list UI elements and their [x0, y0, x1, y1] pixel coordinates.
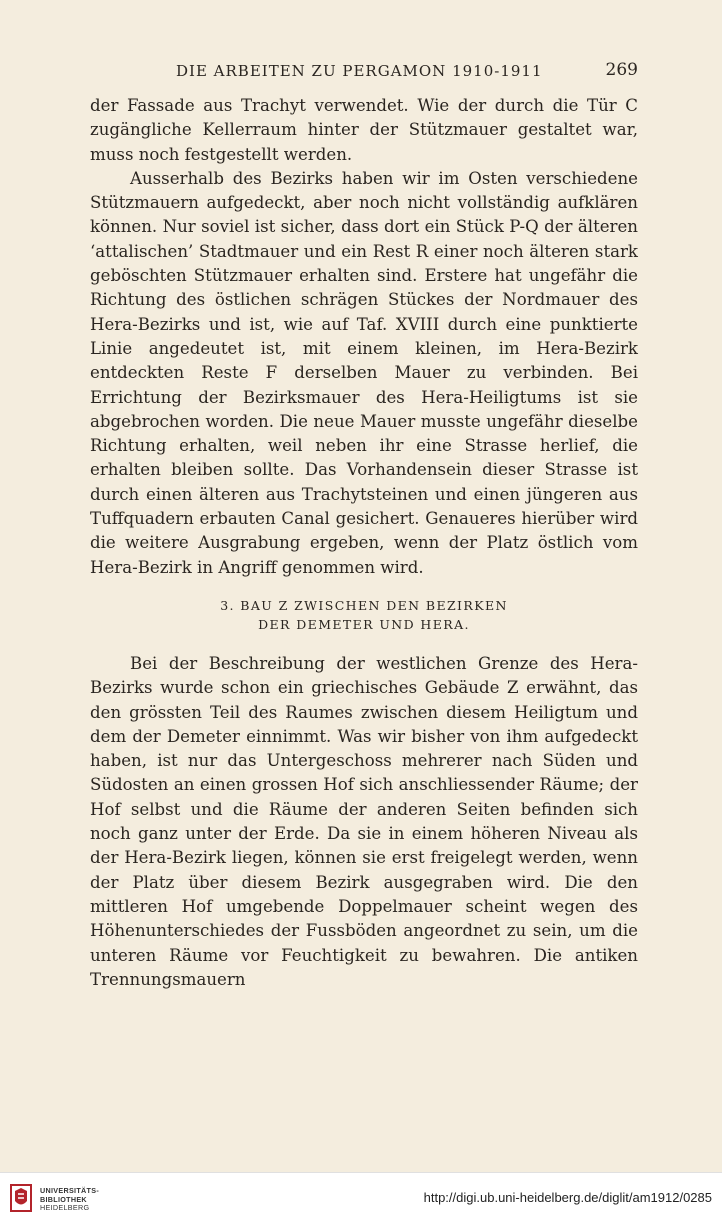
paragraph-stuetzmauern: Ausserhalb des Bezirks haben wir im Osten verschiedene Stützmauern aufgedeckt, aber noch nicht vollständig aufklären können. Nur soviel ist sicher, dass dort ein Stück P-Q der älteren ‘attalischen’ Stadtmauer und ein Rest R einer noch älteren stark geböschten Stützmauer erhalten sind. Erstere hat ungefähr die Richtung des östlichen schrägen Stückes der Nordmauer des Hera-Bezirks und ist, wie auf Taf. XVIII durch eine punktierte Linie angedeutet ist, mit einem kleinen, im Hera-Bezirk entdeckten Reste F derselben Mauer zu verbinden. Bei Errichtung der Bezirksmauer des Hera-Heiligtums ist sie abgebrochen worden. Die neue Mauer musste ungefähr dieselbe Richtung erhalten, weil neben ihr eine Strasse herlief, die erhalten bleiben sollte. Das Vorhandensein dieser Strasse ist durch einen älteren aus Trachytsteinen und einen jüngeren aus Tuffquadern erbauten Canal gesichert. Genaueres hierüber wird die weitere Ausgrabung ergeben, wenn der Platz östlich vom Hera-Bezirk in Angriff genommen wird. [90, 168, 638, 577]
library-name-line-2: BIBLIOTHEK [40, 1194, 87, 1204]
page-number: 269 [605, 60, 638, 80]
library-name-line-1: UNIVERSITÄTS- [40, 1186, 100, 1195]
library-logo[interactable] [8, 1181, 108, 1217]
paragraph-bau-z: Bei der Beschreibung der westlichen Grenze des Hera-Bezirks wurde schon ein griechisches Gebäude Z erwähnt, das den grössten Teil des Raumes zwischen diesem Heiligtum und dem der Demeter einnimmt. Was wir bisher von ihm aufgedeckt haben, ist nur das Untergeschoss mehrerer nach Süden und Südosten an einen grossen Hof sich anschliessender Räume; der Hof selbst und die Räume der anderen Seiten befinden sich noch ganz unter der Erde. Da sie in einem höheren Niveau als der Hera-Bezirk liegen, können sie erst freigelegt werden, wenn der Platz über diesem Bezirk ausgegraben wird. Die den mittleren Hof umgebende Doppelmauer scheint wegen des Höhenunterschiedes der Fussböden angeordnet zu sein, um die unteren Räume vor Feuchtigkeit zu bewahren. Die antiken Trennungsmauern [90, 653, 638, 989]
library-seal-icon [8, 1181, 36, 1217]
library-name [40, 1187, 99, 1213]
running-head [90, 58, 638, 84]
section-heading [90, 596, 638, 634]
footer-bar [0, 1172, 722, 1225]
permalink-url[interactable]: http://digi.ub.uni-heidelberg.de/diglit/am1912/0285 [423, 1190, 712, 1205]
running-title: DIE ARBEITEN ZU PERGAMON 1910-1911 [176, 62, 543, 80]
section-heading-line-2: DER DEMETER UND HERA. [258, 616, 470, 632]
section-heading-line-1: 3. BAU Z ZWISCHEN DEN BEZIRKEN [220, 597, 508, 613]
paragraph-continued: der Fassade aus Trachyt verwendet. Wie der durch die Tür C zugängliche Kellerraum hinter der Stützmauer gestaltet war, muss noch festgestellt werden. [90, 96, 638, 164]
library-name-line-3: HEIDELBERG [40, 1203, 90, 1213]
body-text [90, 94, 638, 992]
